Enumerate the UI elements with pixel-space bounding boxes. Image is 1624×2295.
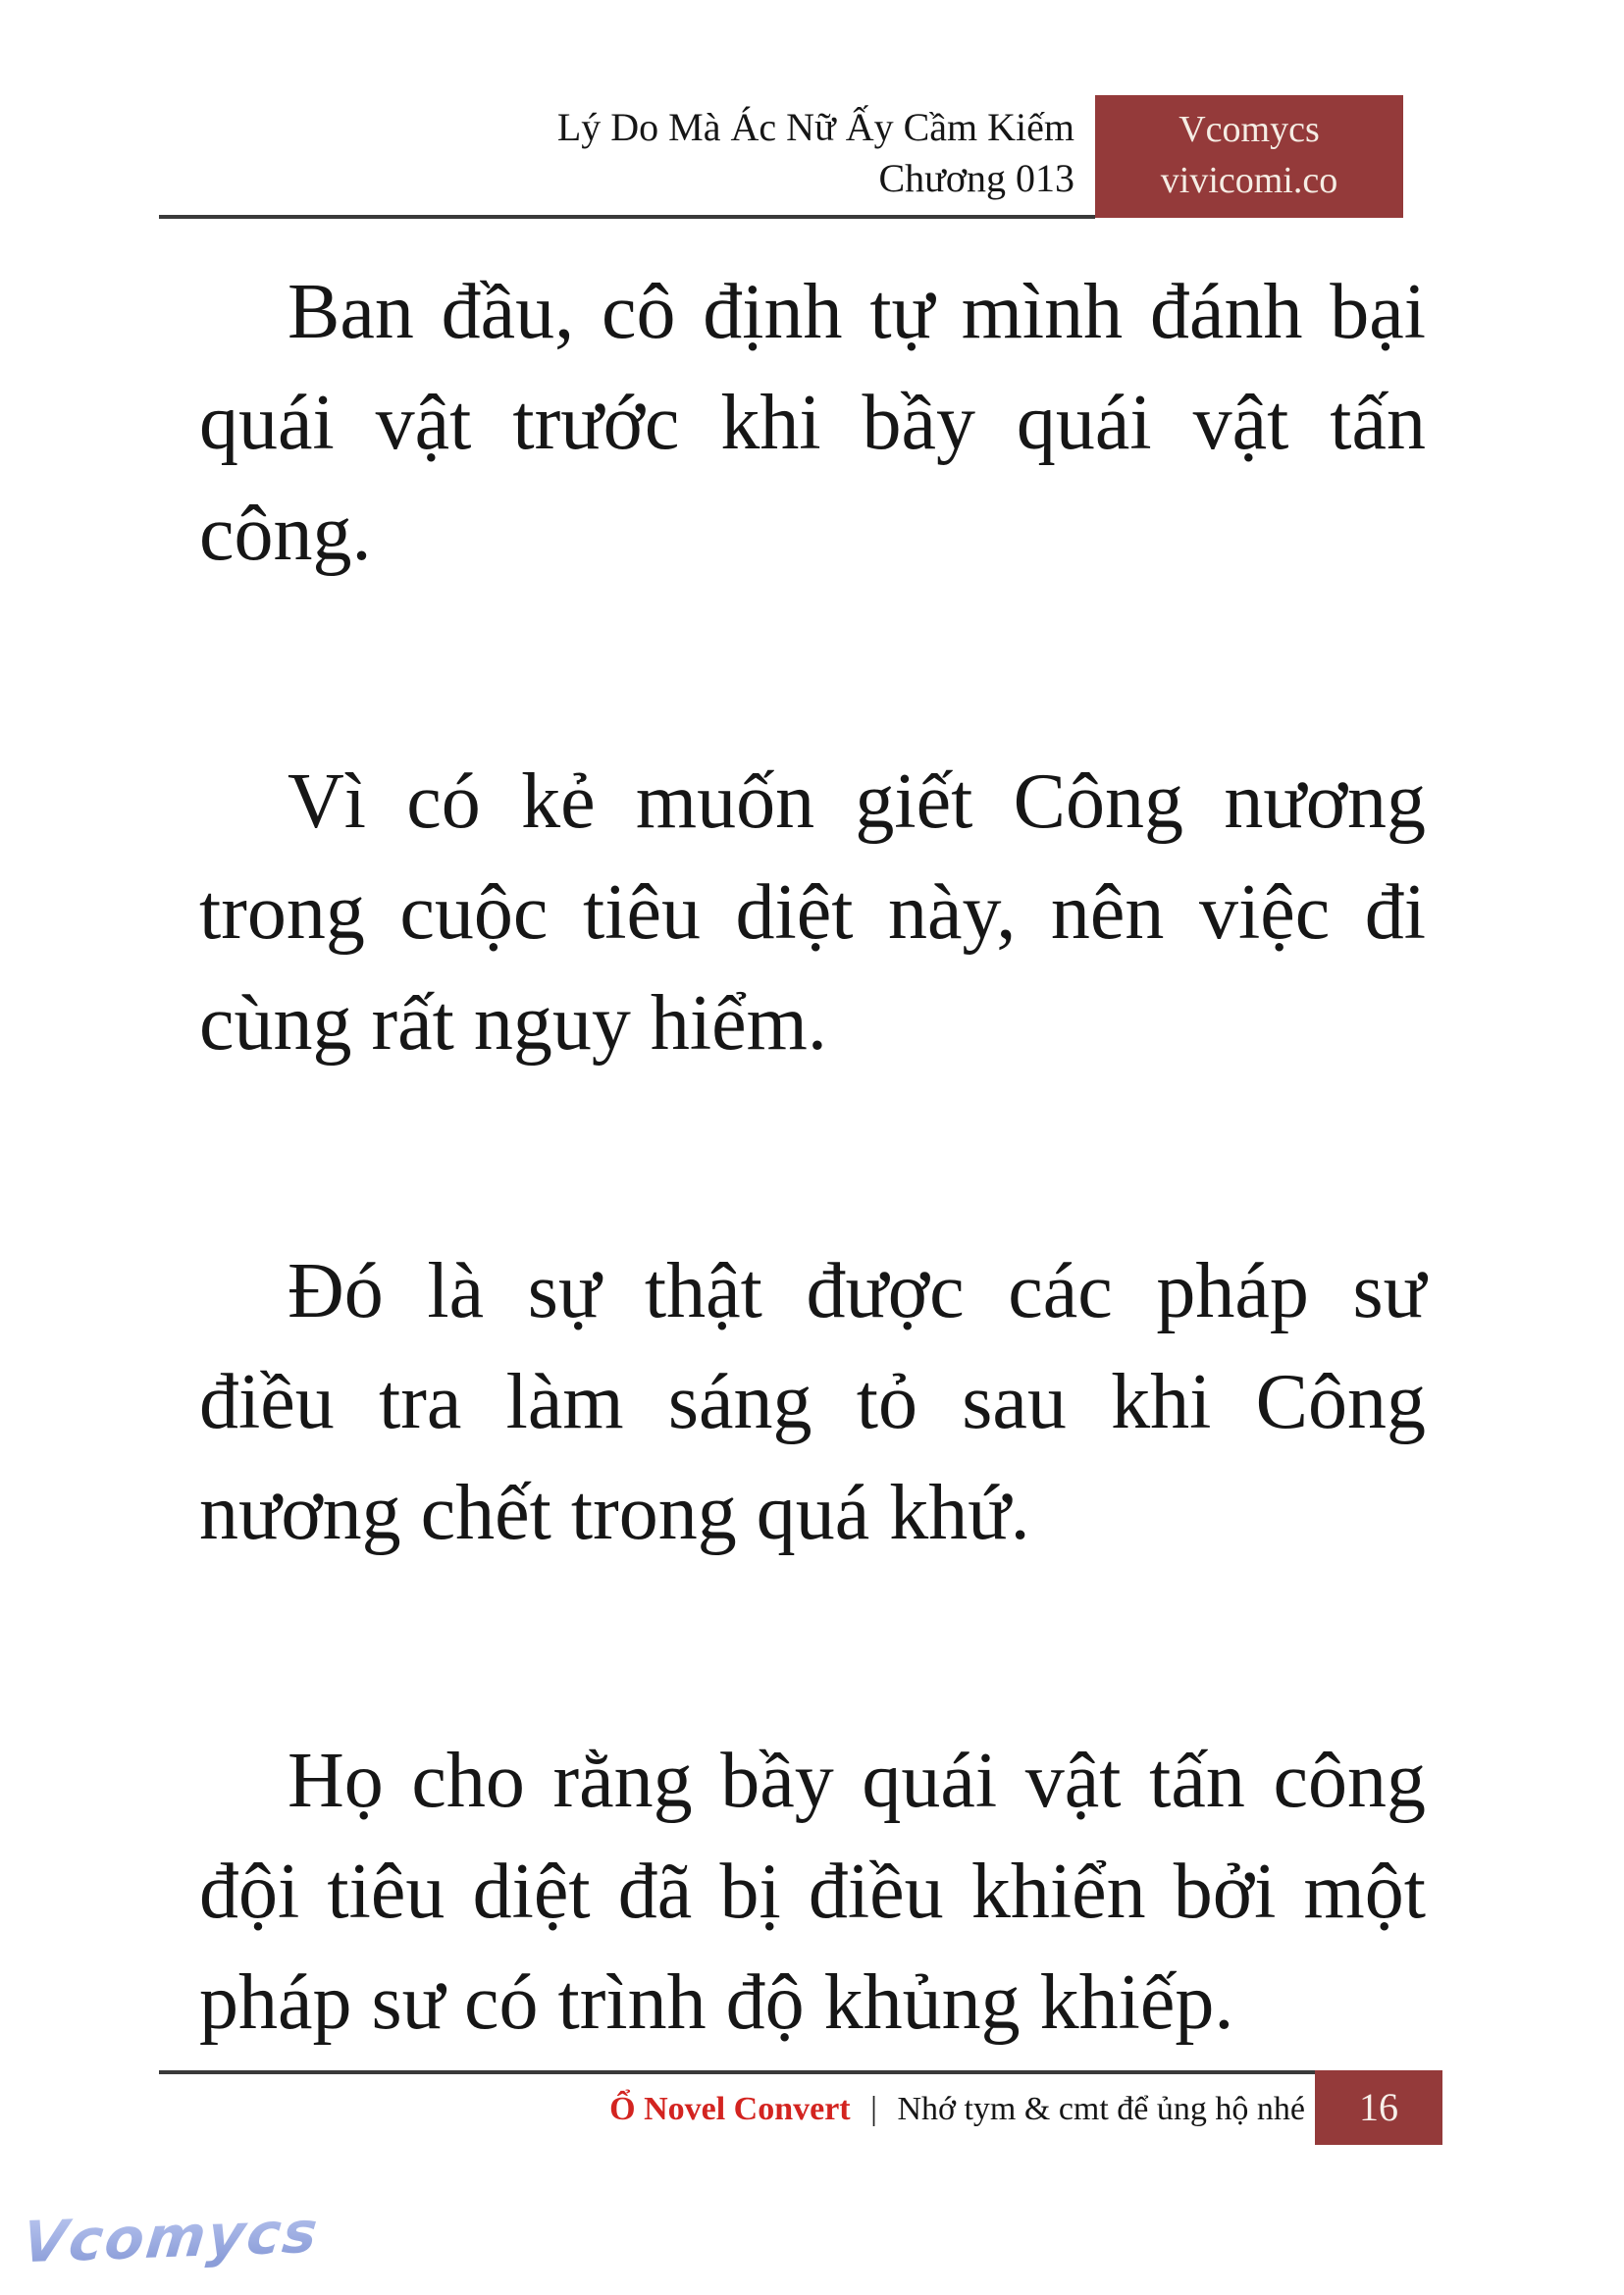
footer-note: Nhớ tym & cmt để ủng hộ nhé <box>897 2091 1305 2127</box>
paragraph-1 <box>199 257 1426 590</box>
footer-separator: | <box>870 2091 877 2127</box>
paragraph-line: pháp sư có trình độ khủng khiếp. <box>199 1959 1234 2046</box>
paragraph-line: cùng rất nguy hiểm. <box>199 980 827 1067</box>
page-body <box>199 257 1426 2216</box>
vcomycs-watermark-logo: Vcomycs <box>19 2198 323 2276</box>
paragraph-line: Vì có kẻ muốn giết Công nương <box>288 758 1426 845</box>
paragraph-line: Đó là sự thật được các pháp sư <box>288 1248 1426 1334</box>
header-title-block <box>557 102 1074 204</box>
header-rule <box>159 215 1095 219</box>
brand-name: Vcomycs <box>1179 109 1320 150</box>
paragraph-line: nương chết trong quá khứ. <box>199 1470 1030 1556</box>
page-number: 16 <box>1359 2085 1398 2129</box>
footer-rule <box>159 2070 1315 2074</box>
paragraph-line: Họ cho rằng bầy quái vật tấn công <box>288 1738 1426 1824</box>
paragraph-2 <box>199 747 1426 1079</box>
page-number-box <box>1315 2070 1442 2145</box>
paragraph-line: quái vật trước khi bầy quái vật tấn <box>199 380 1426 466</box>
book-title: Lý Do Mà Ác Nữ Ấy Cầm Kiếm <box>556 105 1074 149</box>
paragraph-line: trong cuộc tiêu diệt này, nên việc đi <box>199 869 1426 956</box>
footer-text <box>609 2088 1305 2131</box>
paragraph-line: Ban đầu, cô định tự mình đánh bại <box>288 269 1426 355</box>
footer-credit: Ổ Novel Convert <box>609 2091 851 2127</box>
brand-site: vivicomi.co <box>1160 160 1338 201</box>
brand-box <box>1095 95 1403 218</box>
paragraph-line: điều tra làm sáng tỏ sau khi Công <box>199 1359 1426 1445</box>
paragraph-3 <box>199 1236 1426 1569</box>
paragraph-4 <box>199 1726 1426 2059</box>
chapter-label: Chương 013 <box>878 156 1074 200</box>
paragraph-line: đội tiêu diệt đã bị điều khiển bởi một <box>199 1849 1426 1935</box>
paragraph-line: công. <box>199 491 372 577</box>
